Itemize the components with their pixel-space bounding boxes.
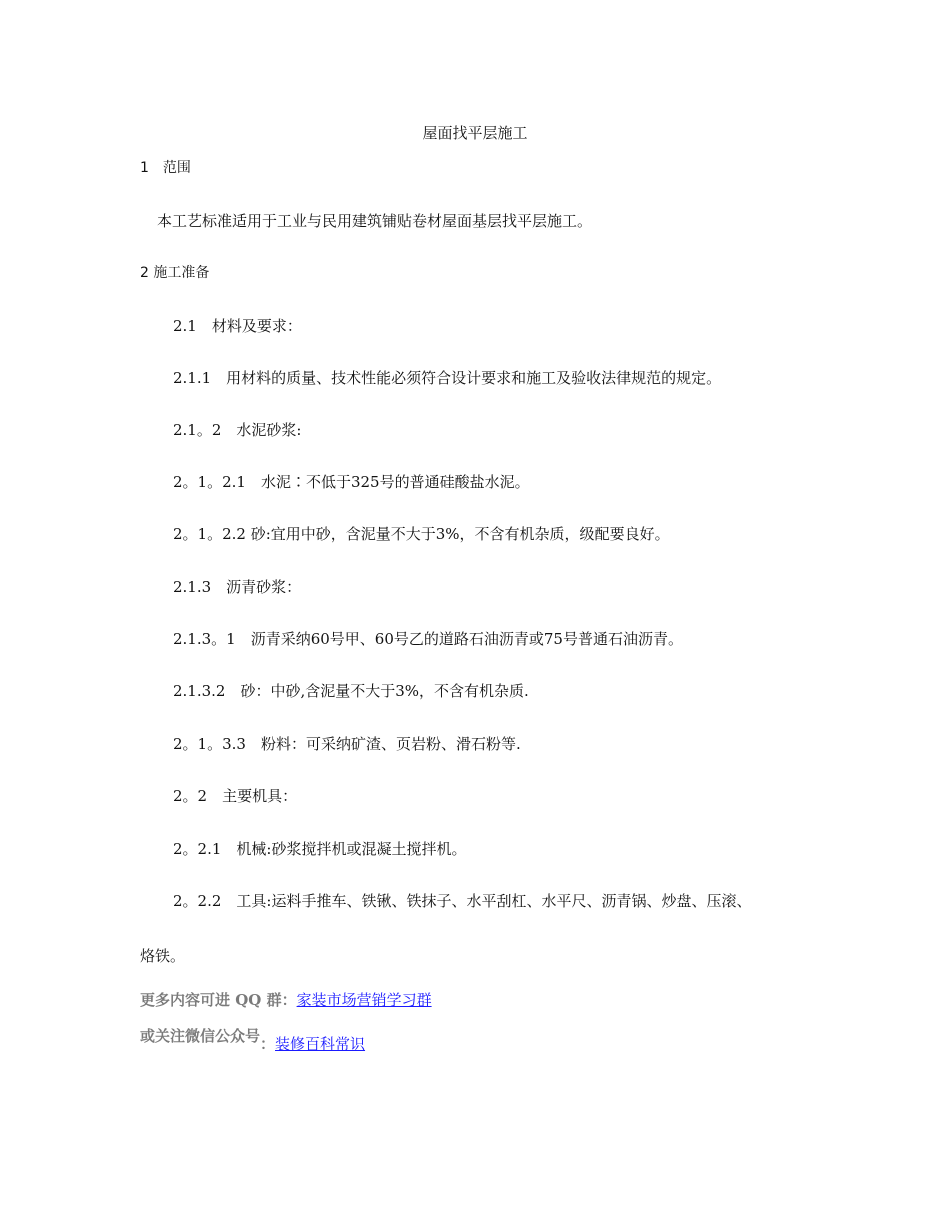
- paragraph-scope: 本工艺标准适用于工业与民用建筑铺贴卷材屋面基层找平层施工。: [157, 212, 593, 230]
- paragraph-2-1-2-1: 2。1。2.1 水泥∶不低于325号的普通硅酸盐水泥。: [173, 473, 530, 491]
- footer-wechat-colon: ：: [260, 1035, 276, 1053]
- paragraph-2-1-1: 2.1.1 用材料的质量、技术性能必须符合设计要求和施工及验收法律规范的规定。: [173, 369, 722, 387]
- footer-qq-line: [140, 990, 432, 1010]
- paragraph-2-2: 2。2 主要机具：: [173, 787, 298, 805]
- footer-wechat-line: [140, 1026, 366, 1053]
- paragraph-2-1-2: 2.1。2 水泥砂浆:: [173, 421, 302, 439]
- paragraph-2-1: 2.1 材料及要求：: [173, 317, 302, 335]
- paragraph-2-1-2-2: 2。1。2.2 砂:宜用中砂，含泥量不大于3%，不含有机杂质，级配要良好。: [173, 525, 670, 543]
- paragraph-2-1-3-3: 2。1。3.3 粉料：可采纳矿渣、页岩粉、滑石粉等.: [173, 735, 521, 753]
- wechat-account-link[interactable]: 装修百科常识: [275, 1035, 366, 1053]
- paragraph-2-1-3: 2.1.3 沥青砂浆：: [173, 578, 302, 596]
- footer-wechat-prefix: 或关注微信公众号: [140, 1027, 261, 1045]
- paragraph-2-2-1: 2。2.1 机械:砂浆搅拌机或混凝土搅拌机。: [173, 840, 467, 858]
- footer-qq-prefix: 更多内容可进 QQ 群：: [140, 991, 297, 1009]
- section-heading-preparation: 2 施工准备: [140, 265, 210, 281]
- qq-group-link[interactable]: 家装市场营销学习群: [296, 991, 432, 1009]
- document-title: 屋面找平层施工: [422, 124, 528, 142]
- paragraph-2-2-2-continued: 烙铁。: [140, 947, 186, 965]
- paragraph-2-2-2: 2。2.2 工具:运料手推车、铁锹、铁抹子、水平刮杠、水平尺、沥青锅、炒盘、压滚、: [173, 892, 752, 910]
- paragraph-2-1-3-1: 2.1.3。1 沥青采纳60号甲、60号乙的道路石油沥青或75号普通石油沥青。: [173, 630, 683, 648]
- section-heading-scope: 1 范围: [140, 160, 191, 176]
- paragraph-2-1-3-2: 2.1.3.2 砂：中砂,含泥量不大于3%，不含有机杂质.: [173, 682, 529, 700]
